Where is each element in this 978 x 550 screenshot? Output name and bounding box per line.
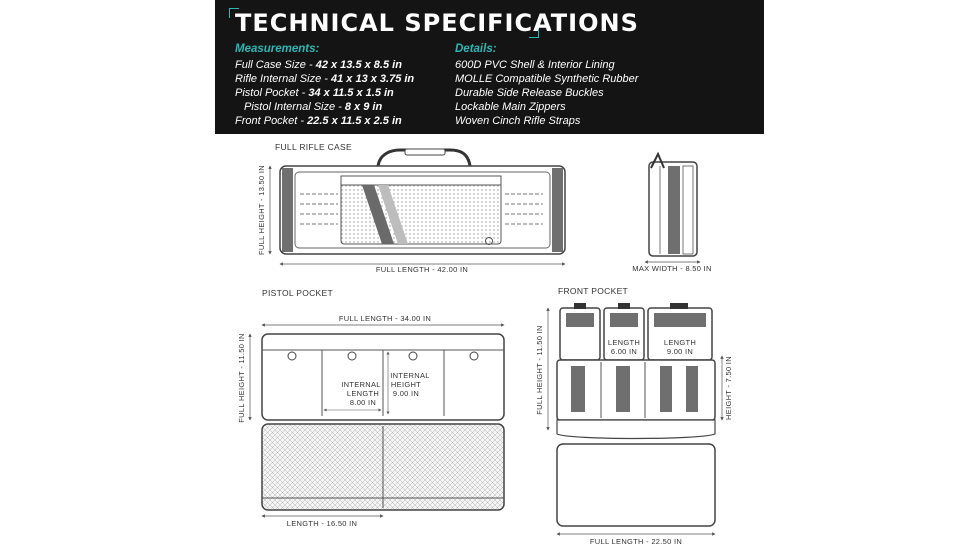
rifle-height-label: FULL HEIGHT - 13.50 IN	[257, 165, 266, 255]
details-heading: Details:	[455, 43, 497, 55]
length-6-line1: LENGTH	[607, 338, 641, 347]
detail-item: Durable Side Release Buckles	[455, 87, 604, 99]
pistol-pocket-title: PISTOL POCKET	[262, 288, 333, 298]
measurement-item: Rifle Internal Size - 41 x 13 x 3.75 in	[235, 73, 415, 85]
front-full-length-label: FULL LENGTH - 22.50 IN	[589, 537, 683, 546]
front-pocket-title: FRONT POCKET	[558, 286, 629, 296]
measurements-heading: Measurements:	[235, 43, 320, 55]
front-height-label: HEIGHT - 7.50 IN	[724, 356, 733, 420]
internal-height-line2: HEIGHT	[390, 380, 422, 389]
pistol-pocket-diagram	[237, 288, 504, 528]
rifle-length-label: FULL LENGTH - 42.00 IN	[375, 265, 469, 274]
detail-item: 600D PVC Shell & Interior Lining	[455, 59, 615, 71]
rifle-width-label: MAX WIDTH - 8.50 IN	[632, 264, 712, 273]
page-title: TECHNICAL SPECIFICATIONS	[235, 9, 639, 37]
pistol-length-label: FULL LENGTH - 34.00 IN	[338, 314, 432, 323]
internal-length-value: 8.00 IN	[349, 398, 377, 407]
rifle-case-diagram	[257, 142, 565, 274]
front-full-height-label: FULL HEIGHT - 11.50 IN	[535, 325, 544, 415]
length-9-value: 9.00 IN	[666, 347, 694, 356]
measurement-item: Front Pocket - 22.5 x 11.5 x 2.5 in	[235, 115, 402, 127]
detail-item: Woven Cinch Rifle Straps	[455, 115, 581, 127]
length-9-line1: LENGTH	[663, 338, 697, 347]
internal-length-line1: INTERNAL	[341, 380, 381, 389]
rifle-case-side-view	[632, 154, 711, 273]
internal-height-line1: INTERNAL	[390, 371, 430, 380]
length-6-value: 6.00 IN	[610, 347, 638, 356]
rifle-case-title: FULL RIFLE CASE	[275, 142, 352, 152]
detail-item: Lockable Main Zippers	[455, 101, 566, 113]
pistol-bottom-length-label: LENGTH - 16.50 IN	[286, 519, 358, 528]
measurement-item: Pistol Pocket - 34 x 11.5 x 1.5 in	[235, 87, 394, 99]
internal-height-value: 9.00 IN	[392, 389, 420, 398]
measurement-item: Pistol Internal Size - 8 x 9 in	[244, 101, 383, 113]
measurement-item: Full Case Size - 42 x 13.5 x 8.5 in	[235, 59, 402, 71]
front-pocket-diagram	[535, 286, 733, 546]
internal-length-line2: LENGTH	[346, 389, 380, 398]
pistol-height-label: FULL HEIGHT - 11.50 IN	[237, 333, 246, 423]
detail-item: MOLLE Compatible Synthetic Rubber	[455, 73, 639, 85]
